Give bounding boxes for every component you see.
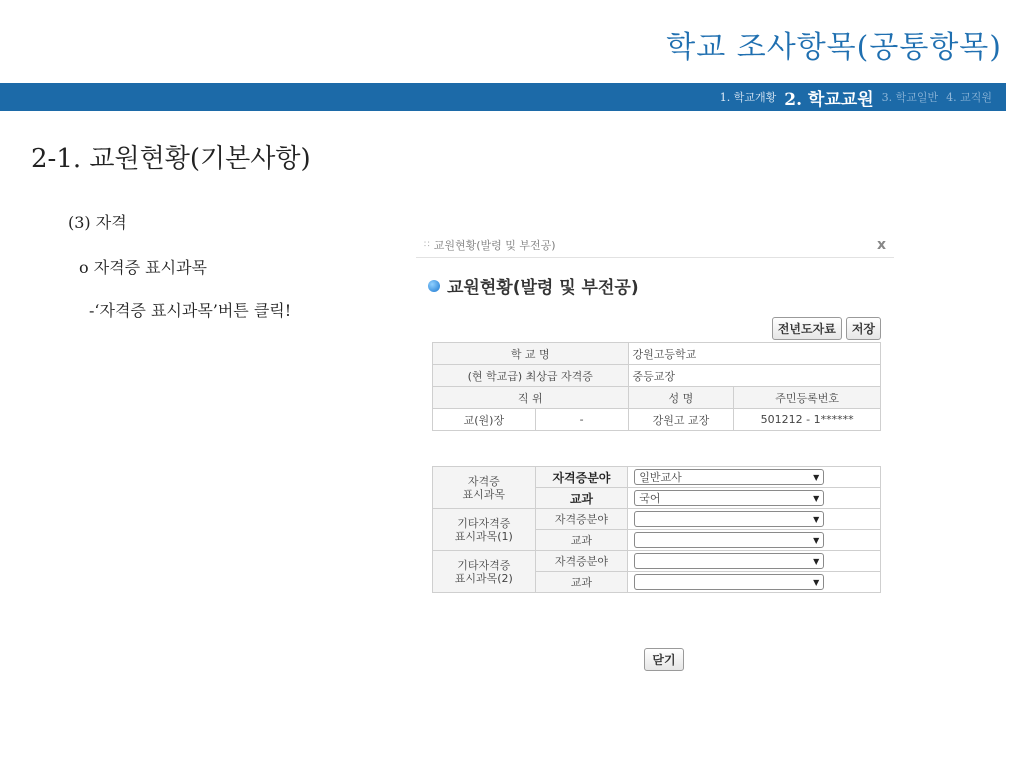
name-label: 성 명 xyxy=(628,387,734,409)
nav-item-school-overview[interactable]: 1. 학교개황 xyxy=(719,91,777,104)
slide-title: 학교 조사항목(공통항목) xyxy=(666,30,1002,65)
prev-year-data-button[interactable]: 전년도자료 xyxy=(772,317,842,340)
cert-field-label: 자격증분야 xyxy=(535,467,628,488)
toolbar xyxy=(772,317,881,340)
cert-field-select[interactable] xyxy=(634,469,824,485)
nav-item-staff[interactable]: 4. 교직원 xyxy=(946,91,992,104)
school-name-label: 학 교 명 xyxy=(433,343,629,365)
table-row xyxy=(433,467,881,488)
school-name-value: 강원고등학교 xyxy=(628,343,880,365)
subject-select[interactable] xyxy=(634,490,824,506)
chevron-down-icon: ▼ xyxy=(813,556,820,566)
other-cert-2-subject-select[interactable] xyxy=(634,574,824,590)
chevron-down-icon: ▼ xyxy=(813,577,820,587)
chevron-down-icon: ▼ xyxy=(813,472,820,482)
cert-field-value: 일반교사 xyxy=(639,471,682,484)
other-cert-2-field-select[interactable] xyxy=(634,553,824,569)
save-button[interactable]: 저장 xyxy=(846,317,881,340)
footer xyxy=(416,648,894,671)
other-cert-2-field-label: 자격증분야 xyxy=(535,551,628,572)
bullet-dot-icon xyxy=(428,280,440,292)
nav-item-school-teachers[interactable]: 2. 학교교원 xyxy=(784,89,874,110)
subject-value: 국어 xyxy=(639,492,661,505)
table-row xyxy=(433,387,881,409)
table-row xyxy=(433,365,881,387)
cert-label: (현 학교급) 최상급 자격증 xyxy=(433,365,629,387)
other-cert-2-group-label: 기타자격증 표시과목(2) xyxy=(433,551,536,593)
bullet-qualification: (3) 자격 xyxy=(68,213,127,232)
table-row xyxy=(433,409,881,431)
popup-titlebar xyxy=(416,233,894,258)
bullet-cert-subject: o 자격증 표시과목 xyxy=(79,258,207,277)
id-number-label: 주민등록번호 xyxy=(734,387,881,409)
other-cert-2-subject-label: 교과 xyxy=(535,572,628,593)
popup-heading-text: 교원현황(발령 및 부전공) xyxy=(447,278,639,298)
cert-subject-group-label: 자격증 표시과목 xyxy=(433,467,536,509)
subject-label: 교과 xyxy=(535,488,628,509)
other-cert-1-subject-label: 교과 xyxy=(535,530,628,551)
close-icon[interactable]: x xyxy=(876,237,886,253)
position-label: 직 위 xyxy=(433,387,629,409)
other-cert-1-subject-select[interactable] xyxy=(634,532,824,548)
table-row xyxy=(433,509,881,530)
chevron-down-icon: ▼ xyxy=(813,514,820,524)
other-cert-1-group-label: 기타자격증 표시과목(1) xyxy=(433,509,536,551)
table-row xyxy=(433,343,881,365)
chevron-down-icon: ▼ xyxy=(813,535,820,545)
nav-item-school-general[interactable]: 3. 학교일반 xyxy=(881,91,939,104)
position-value: 교(원)장 xyxy=(433,409,536,431)
other-cert-1-field-select[interactable] xyxy=(634,511,824,527)
teacher-info-table xyxy=(432,342,881,431)
position-extra: - xyxy=(535,409,628,431)
grip-icon: ∷ xyxy=(424,240,430,250)
chevron-down-icon: ▼ xyxy=(813,493,820,503)
close-button[interactable]: 닫기 xyxy=(644,648,683,671)
cert-subject-table xyxy=(432,466,881,593)
table-row xyxy=(433,551,881,572)
other-cert-1-field-label: 자격증분야 xyxy=(535,509,628,530)
bullet-click-instruction: -‘자격증 표시과목’버튼 클릭! xyxy=(89,301,292,320)
teacher-status-popup xyxy=(416,233,894,696)
name-value: 강원고 교장 xyxy=(628,409,734,431)
section-title: 2-1. 교원현황(기본사항) xyxy=(31,144,311,174)
popup-window-title: 교원현황(발령 및 부전공) xyxy=(433,239,556,252)
header-bar xyxy=(0,83,1006,111)
section-nav xyxy=(720,83,992,111)
popup-heading xyxy=(428,273,639,298)
cert-value: 중등교장 xyxy=(628,365,880,387)
id-number-value: 501212 - 1****** xyxy=(734,409,881,431)
